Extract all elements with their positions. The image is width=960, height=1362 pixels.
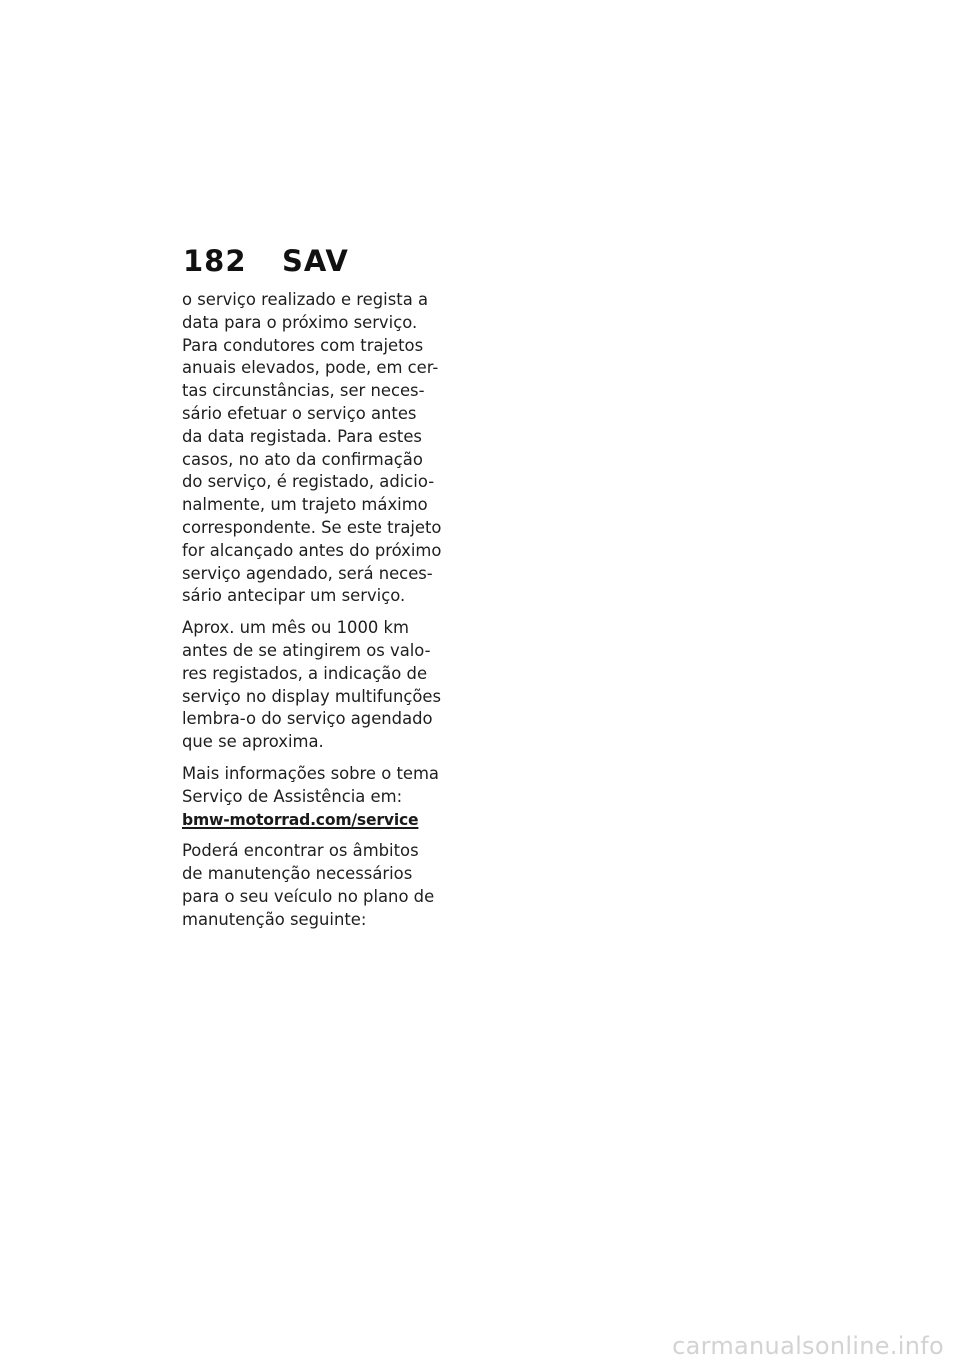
paragraph-maintenance-scope [182,840,457,931]
text-line: casos, no ato da confirmação [182,449,423,469]
text-line: manutenção seguinte: [182,909,367,929]
text-line: anuais elevados, pode, em cer- [182,358,439,378]
text-line: para o seu veículo no plano de [182,886,435,906]
text-line: Serviço de Assistência em: [182,786,403,806]
text-line: o serviço realizado e regista a [182,290,428,309]
text-line: de manutenção necessários [182,864,413,884]
page-number: 182 [183,244,247,278]
section-title: SAV [282,244,349,278]
text-line: Aprox. um mês ou 1000 km [182,618,410,638]
text-line: Poderá encontrar os âmbitos [182,841,419,861]
text-line: que se aproxima. [182,732,324,752]
text-line: res registados, a indicação de [182,663,428,683]
text-line: Mais informações sobre o tema [182,763,439,783]
text-line: tas circunstâncias, ser neces- [182,381,425,401]
paragraph-more-info [182,763,457,831]
text-line: serviço no display multifunções [182,686,442,706]
text-line: Para condutores com trajetos [182,335,424,355]
paragraph-service-schedule [182,289,457,608]
text-line: lembra-o do serviço agendado [182,709,433,729]
text-line: da data registada. Para estes [182,426,422,446]
paragraph-service-reminder [182,617,457,754]
text-line: antes de se atingirem os valo- [182,640,431,660]
body-text [182,289,457,941]
link-line [182,809,457,832]
text-line: sário efetuar o serviço antes [182,403,417,423]
text-line: data para o próximo serviço. [182,312,418,332]
text-line: serviço agendado, será neces- [182,563,433,583]
service-website-link[interactable]: bmw-motorrad.com/service [182,810,419,829]
text-line: for alcançado antes do próximo [182,540,442,560]
text-line: do serviço, é registado, adicio- [182,472,435,492]
text-line: correspondente. Se este trajeto [182,517,442,537]
text-line: nalmente, um trajeto máximo [182,495,428,515]
text-line: sário antecipar um serviço. [182,586,406,606]
watermark: carmanualsonline.info [672,1332,944,1360]
